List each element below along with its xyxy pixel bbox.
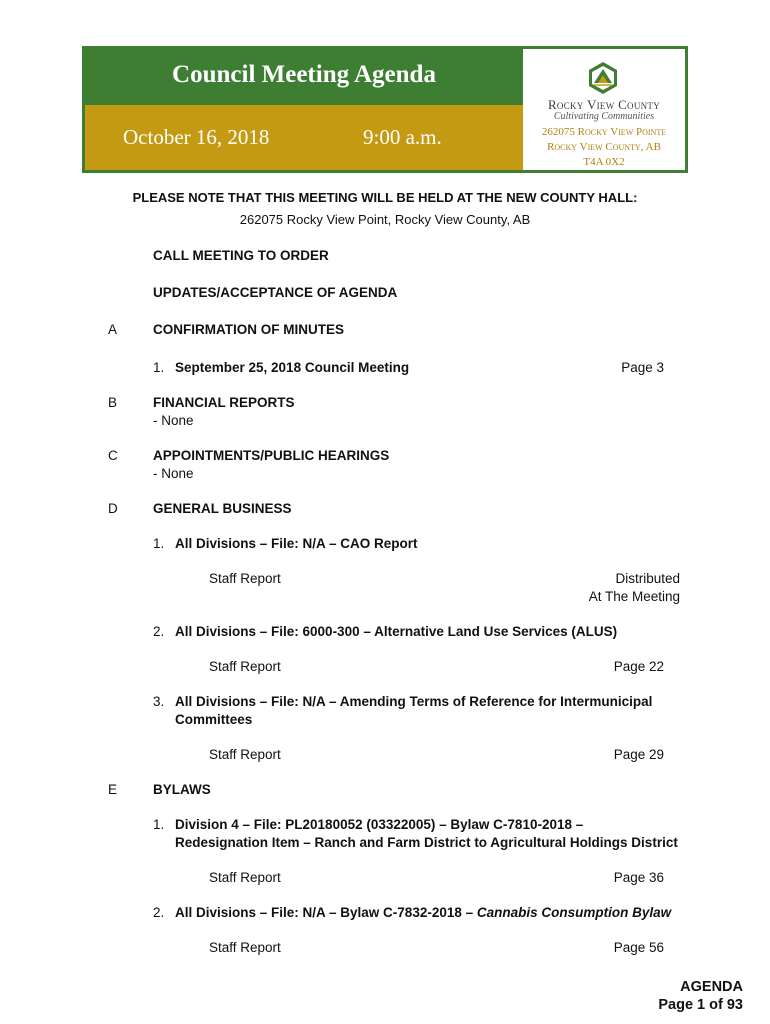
rocky-view-county-logo-icon	[588, 61, 618, 95]
section-d-title: GENERAL BUSINESS	[153, 501, 292, 516]
footer-page-number: Page 1 of 93	[658, 997, 743, 1013]
address-line-3: T4A 0X2	[583, 156, 625, 168]
section-a-title: CONFIRMATION OF MINUTES	[153, 322, 344, 337]
section-letter-a: A	[108, 322, 118, 337]
section-a-item-1-title: September 25, 2018 Council Meeting	[175, 360, 410, 375]
section-letter-b: B	[108, 395, 118, 410]
meeting-location-notice: PLEASE NOTE THAT THIS MEETING WILL BE HELD AT THE NEW COUNTY HALL:	[132, 190, 638, 205]
agenda-header-banner	[82, 46, 688, 173]
meeting-date: October 16, 2018	[123, 125, 270, 149]
call-to-order-heading: CALL MEETING TO ORDER	[153, 248, 329, 263]
section-e-item-2-document: Staff Report	[209, 940, 281, 955]
section-b-title: FINANCIAL REPORTS	[153, 395, 295, 410]
section-d-item-2-number: 2.	[153, 624, 165, 639]
section-d-item-2-page: Page 22	[613, 659, 664, 674]
section-d-item-2-title: All Divisions – File: 6000-300 – Alternative Land Use Services (ALUS)	[175, 624, 618, 639]
section-letter-e: E	[108, 782, 118, 797]
section-d-item-2-document: Staff Report	[209, 659, 281, 674]
section-e-item-2-title	[175, 905, 671, 920]
section-d-item-1-page-line-2: At The Meeting	[588, 589, 680, 604]
section-e-item-2-number: 2.	[153, 905, 165, 920]
section-e-item-1-title-line-1: Division 4 – File: PL20180052 (03322005) – Bylaw C-7810-2018 –	[175, 817, 584, 832]
section-e-item-1-number: 1.	[153, 817, 165, 832]
meeting-location-address: 262075 Rocky View Point, Rocky View County, AB	[239, 212, 531, 227]
section-letter-c: C	[108, 448, 118, 463]
organization-name: Rocky View County	[547, 97, 661, 112]
section-d-item-1-document: Staff Report	[209, 571, 281, 586]
section-e-item-2-title-prefix: All Divisions – File: N/A – Bylaw C-7832-2018 –	[175, 905, 477, 920]
section-d-item-3-title-line-1: All Divisions – File: N/A – Amending Terms of Reference for Intermunicipal	[175, 694, 653, 709]
section-e-item-1-title-line-2: Redesignation Item – Ranch and Farm District to Agricultural Holdings District	[175, 835, 678, 850]
organization-tagline: Cultivating Communities	[553, 111, 655, 122]
section-d-item-3-document: Staff Report	[209, 747, 281, 762]
section-d-item-3-title-line-2: Committees	[175, 712, 253, 727]
section-e-item-2-title-italic: Cannabis Consumption Bylaw	[476, 905, 672, 920]
page-title: Council Meeting Agenda	[172, 61, 436, 88]
section-e-item-1-page: Page 36	[613, 870, 664, 885]
section-d-item-1-title: All Divisions – File: N/A – CAO Report	[175, 536, 418, 551]
section-a-item-1-page: Page 3	[621, 360, 664, 375]
banner-left-panel	[85, 49, 523, 170]
section-e-item-2-page: Page 56	[613, 940, 664, 955]
section-c-note: - None	[153, 466, 194, 481]
footer-label: AGENDA	[680, 979, 743, 995]
agenda-updates-heading: UPDATES/ACCEPTANCE OF AGENDA	[153, 285, 398, 300]
address-line-2: Rocky View County, AB	[547, 141, 661, 153]
section-a-item-1-number: 1.	[153, 360, 165, 375]
section-letter-d: D	[108, 501, 118, 516]
section-d-item-3-number: 3.	[153, 694, 165, 709]
section-e-title: BYLAWS	[153, 782, 211, 797]
section-d-item-1-number: 1.	[153, 536, 165, 551]
address-line-1: 262075 Rocky View Pointe	[541, 126, 667, 138]
meeting-time: 9:00 a.m.	[363, 125, 442, 149]
section-d-item-3-page: Page 29	[613, 747, 664, 762]
organization-block	[523, 49, 685, 170]
section-d-item-1-page-line-1: Distributed	[615, 571, 680, 586]
section-e-item-1-document: Staff Report	[209, 870, 281, 885]
section-c-title: APPOINTMENTS/PUBLIC HEARINGS	[153, 448, 390, 463]
section-b-note: - None	[153, 413, 194, 428]
